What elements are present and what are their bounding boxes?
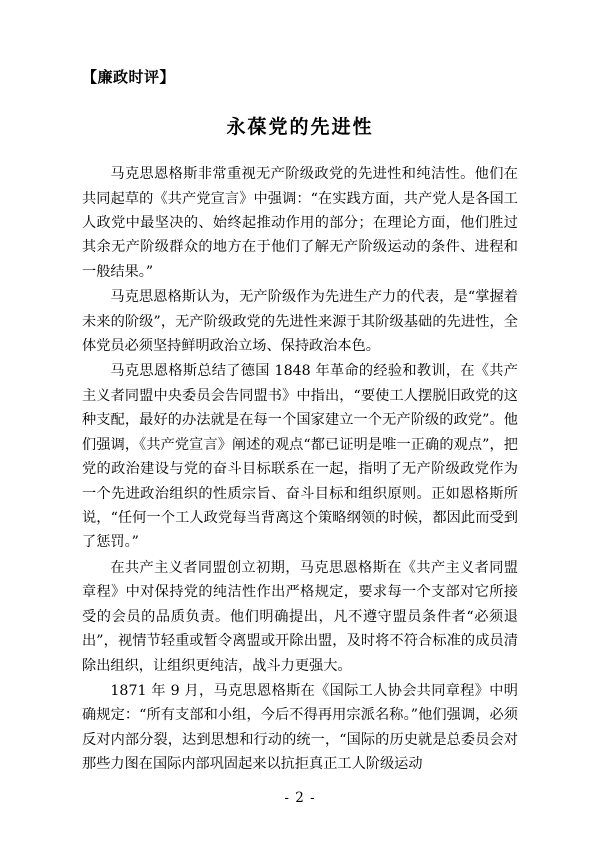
paragraph: 1871 年 9 月，马克思恩格斯在《国际工人协会共同章程》中明确规定：“所有支部和小组，今后不得再用宗派名称。”他们强调，必须反对内部分裂，达到思想和行动的统一，“国际的历史就是总委员会对那些力图在国际内部巩固起来以抗拒真正工人阶级运动 — [82, 682, 518, 773]
page-title: 永葆党的先进性 — [226, 115, 374, 138]
column-kicker: 【廉政时评】 — [82, 68, 176, 86]
paragraph: 马克思恩格斯非常重视无产阶级政党的先进性和纯洁性。他们在共同起草的《共产党宣言》中强调：“在实践方面，共产党人是各国工人政党中最坚决的、始终起推动作用的部分；在理论方面，他们胜过其余无产阶级群众的地方在于他们了解无产阶级运动的条件、进程和一般结果。” — [82, 166, 518, 280]
paragraph: 马克思恩格斯总结了德国 1848 年革命的经验和教训，在《共产主义者同盟中央委员会告同盟书》中指出，“要使工人摆脱旧政党的这种支配，最好的办法就是在每一个国家建立一个无产阶级的政党”。他们强调，《共产党宣言》阐述的观点“都已证明是唯一正确的观点”，把党的政治建设与党的奋斗目标联系在一起，指明了无产阶级政党作为一个先进政治组织的性质宗旨、奋斗目标和组织原则。正如恩格斯所说，“任何一个工人政党每当背离这个策略纲领的时候，都因此而受到了惩罚。” — [82, 363, 518, 551]
document-body — [82, 68, 518, 778]
paragraph: 在共产主义者同盟创立初期，马克思恩格斯在《共产主义者同盟章程》中对保持党的纯洁性作出严格规定，要求每一个支部对它所接受的会员的品质负责。他们明确提出，凡不遵守盟员条件者“必须退出”，视情节轻重或暂令离盟或开除出盟，及时将不符合标准的成员清除出组织，让组织更纯洁，战斗力更强大。 — [82, 559, 518, 674]
page-number: - 2 - — [284, 790, 316, 806]
paragraph: 马克思恩格斯认为，无产阶级作为先进生产力的代表，是“掌握着未来的阶级”，无产阶级政党的先进性来源于其阶级基础的先进性，全体党员必须坚持鲜明政治立场、保持政治本色。 — [82, 289, 518, 355]
